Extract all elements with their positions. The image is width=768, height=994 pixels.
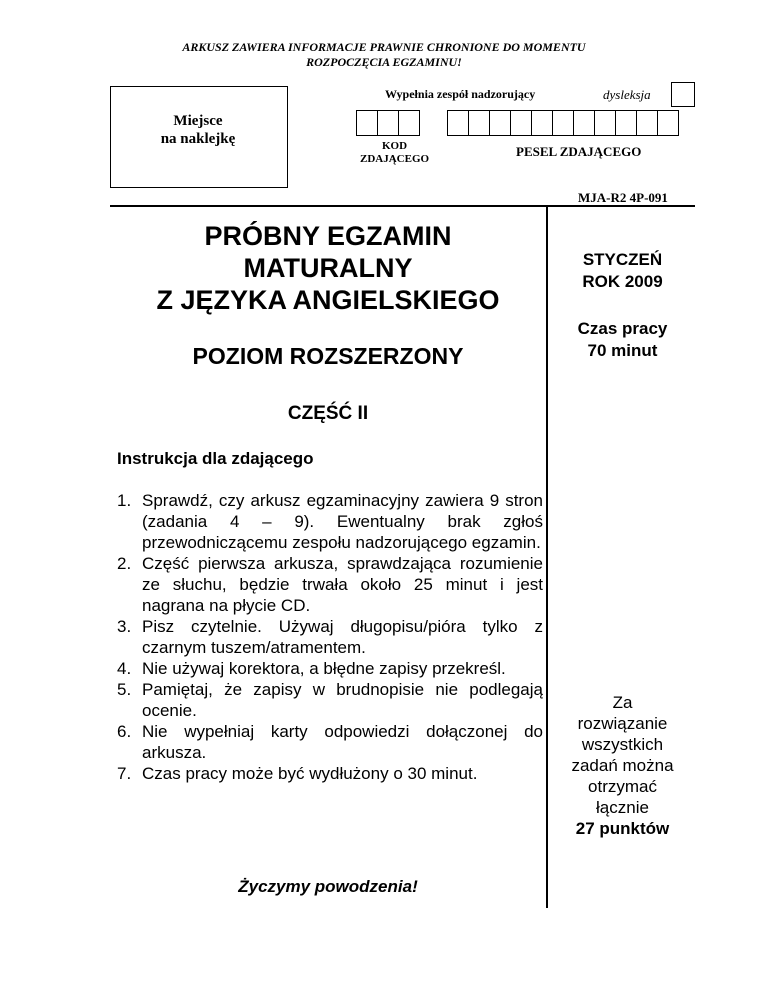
exam-title [110,220,546,316]
kod-label-line-1: KOD [382,140,408,152]
dyslexia-checkbox[interactable] [671,82,695,107]
instruction-item [117,553,543,616]
instruction-item [117,763,543,784]
sticker-label [110,112,286,148]
instruction-text: Pamiętaj, że zapisy w brudnopisie nie podlegają ocenie. [142,680,543,720]
pesel-cell[interactable] [447,110,469,136]
vertical-divider [546,205,548,908]
exam-month: STYCZEŃ [582,250,663,269]
instruction-number: 3. [117,617,132,636]
sticker-label-line-1: Miejsce [173,113,223,129]
instruction-text: Czas pracy może być wydłużony o 30 minut. [142,764,478,783]
confidentiality-warning [100,40,668,70]
instruction-text: Sprawdź, czy arkusz egzaminacyjny zawiera 9 stron (zadania 4 – 9). Ewentualny brak zgłoś przewodniczącemu zespołu nadzorującego egzamin. [142,491,543,552]
instruction-number: 5. [117,680,132,699]
pesel-cell[interactable] [594,110,616,136]
points-total: 27 punktów [575,819,670,838]
kod-cell[interactable] [377,110,399,136]
exam-duration [550,318,695,362]
instruction-item [117,658,543,679]
exam-level: POZIOM ROZSZERZONY [192,343,464,369]
points-line-2: rozwiązanie [577,714,668,733]
kod-zdajacego-field[interactable] [357,110,420,136]
warning-line-1: ARKUSZ ZAWIERA INFORMACJE PRAWNIE CHRONIONE DO MOMENTU [182,40,586,54]
good-luck-message: Życzymy powodzenia! [238,877,418,896]
exam-date [550,249,695,293]
instruction-text: Nie wypełniaj karty odpowiedzi dołączonej do arkusza. [142,722,543,762]
points-info [550,692,695,839]
instruction-text: Nie używaj korektora, a błędne zapisy przekreśl. [142,659,506,678]
kod-label [360,140,429,166]
exam-code: MJA-R2 4P-091 [578,190,668,205]
instruction-number: 6. [117,722,132,741]
pesel-field[interactable] [448,110,679,136]
instruction-number: 1. [117,491,132,510]
instruction-text: Część pierwsza arkusza, sprawdzająca rozumienie ze słuchu, będzie trwała około 25 minut i jest nagrana na płycie CD. [142,554,543,615]
exam-part: CZĘŚĆ II [287,403,369,424]
pesel-cell[interactable] [636,110,658,136]
exam-year: ROK 2009 [582,272,663,291]
instruction-item [117,490,543,553]
instruction-item [117,721,543,763]
pesel-cell[interactable] [552,110,574,136]
points-line-1: Za [612,693,633,712]
points-line-4: zadań można [571,756,674,775]
pesel-cell[interactable] [657,110,679,136]
pesel-cell[interactable] [531,110,553,136]
instruction-number: 2. [117,554,132,573]
duration-line-2: 70 minut [587,341,658,360]
title-line-1: PRÓBNY EGZAMIN [204,221,452,251]
instructions-heading: Instrukcja dla zdającego [117,449,314,468]
sticker-label-line-2: na naklejkę [160,131,236,147]
supervisor-label: Wypełnia zespół nadzorujący [385,87,536,101]
instruction-text: Pisz czytelnie. Używaj długopisu/pióra tylko z czarnym tuszem/atramentem. [142,617,543,657]
warning-line-2: ROZPOCZĘCIA EGZAMINU! [306,55,462,69]
title-line-3: Z JĘZYKA ANGIELSKIEGO [156,285,500,315]
pesel-cell[interactable] [573,110,595,136]
horizontal-divider [110,205,695,207]
dyslexia-label: dysleksja [603,87,651,102]
pesel-cell[interactable] [510,110,532,136]
instructions-list [117,490,543,784]
duration-line-1: Czas pracy [577,319,668,338]
kod-cell[interactable] [356,110,378,136]
instruction-item [117,679,543,721]
points-line-5: otrzymać [588,777,657,796]
points-line-3: wszystkich [581,735,664,754]
pesel-cell[interactable] [489,110,511,136]
pesel-cell[interactable] [615,110,637,136]
instruction-number: 7. [117,764,132,783]
pesel-cell[interactable] [468,110,490,136]
points-line-6: łącznie [596,798,649,817]
instruction-number: 4. [117,659,132,678]
kod-cell[interactable] [398,110,420,136]
title-line-2: MATURALNY [243,253,413,283]
pesel-label: PESEL ZDAJĄCEGO [516,144,642,159]
kod-label-line-2: ZDAJĄCEGO [360,153,430,165]
instruction-item [117,616,543,658]
